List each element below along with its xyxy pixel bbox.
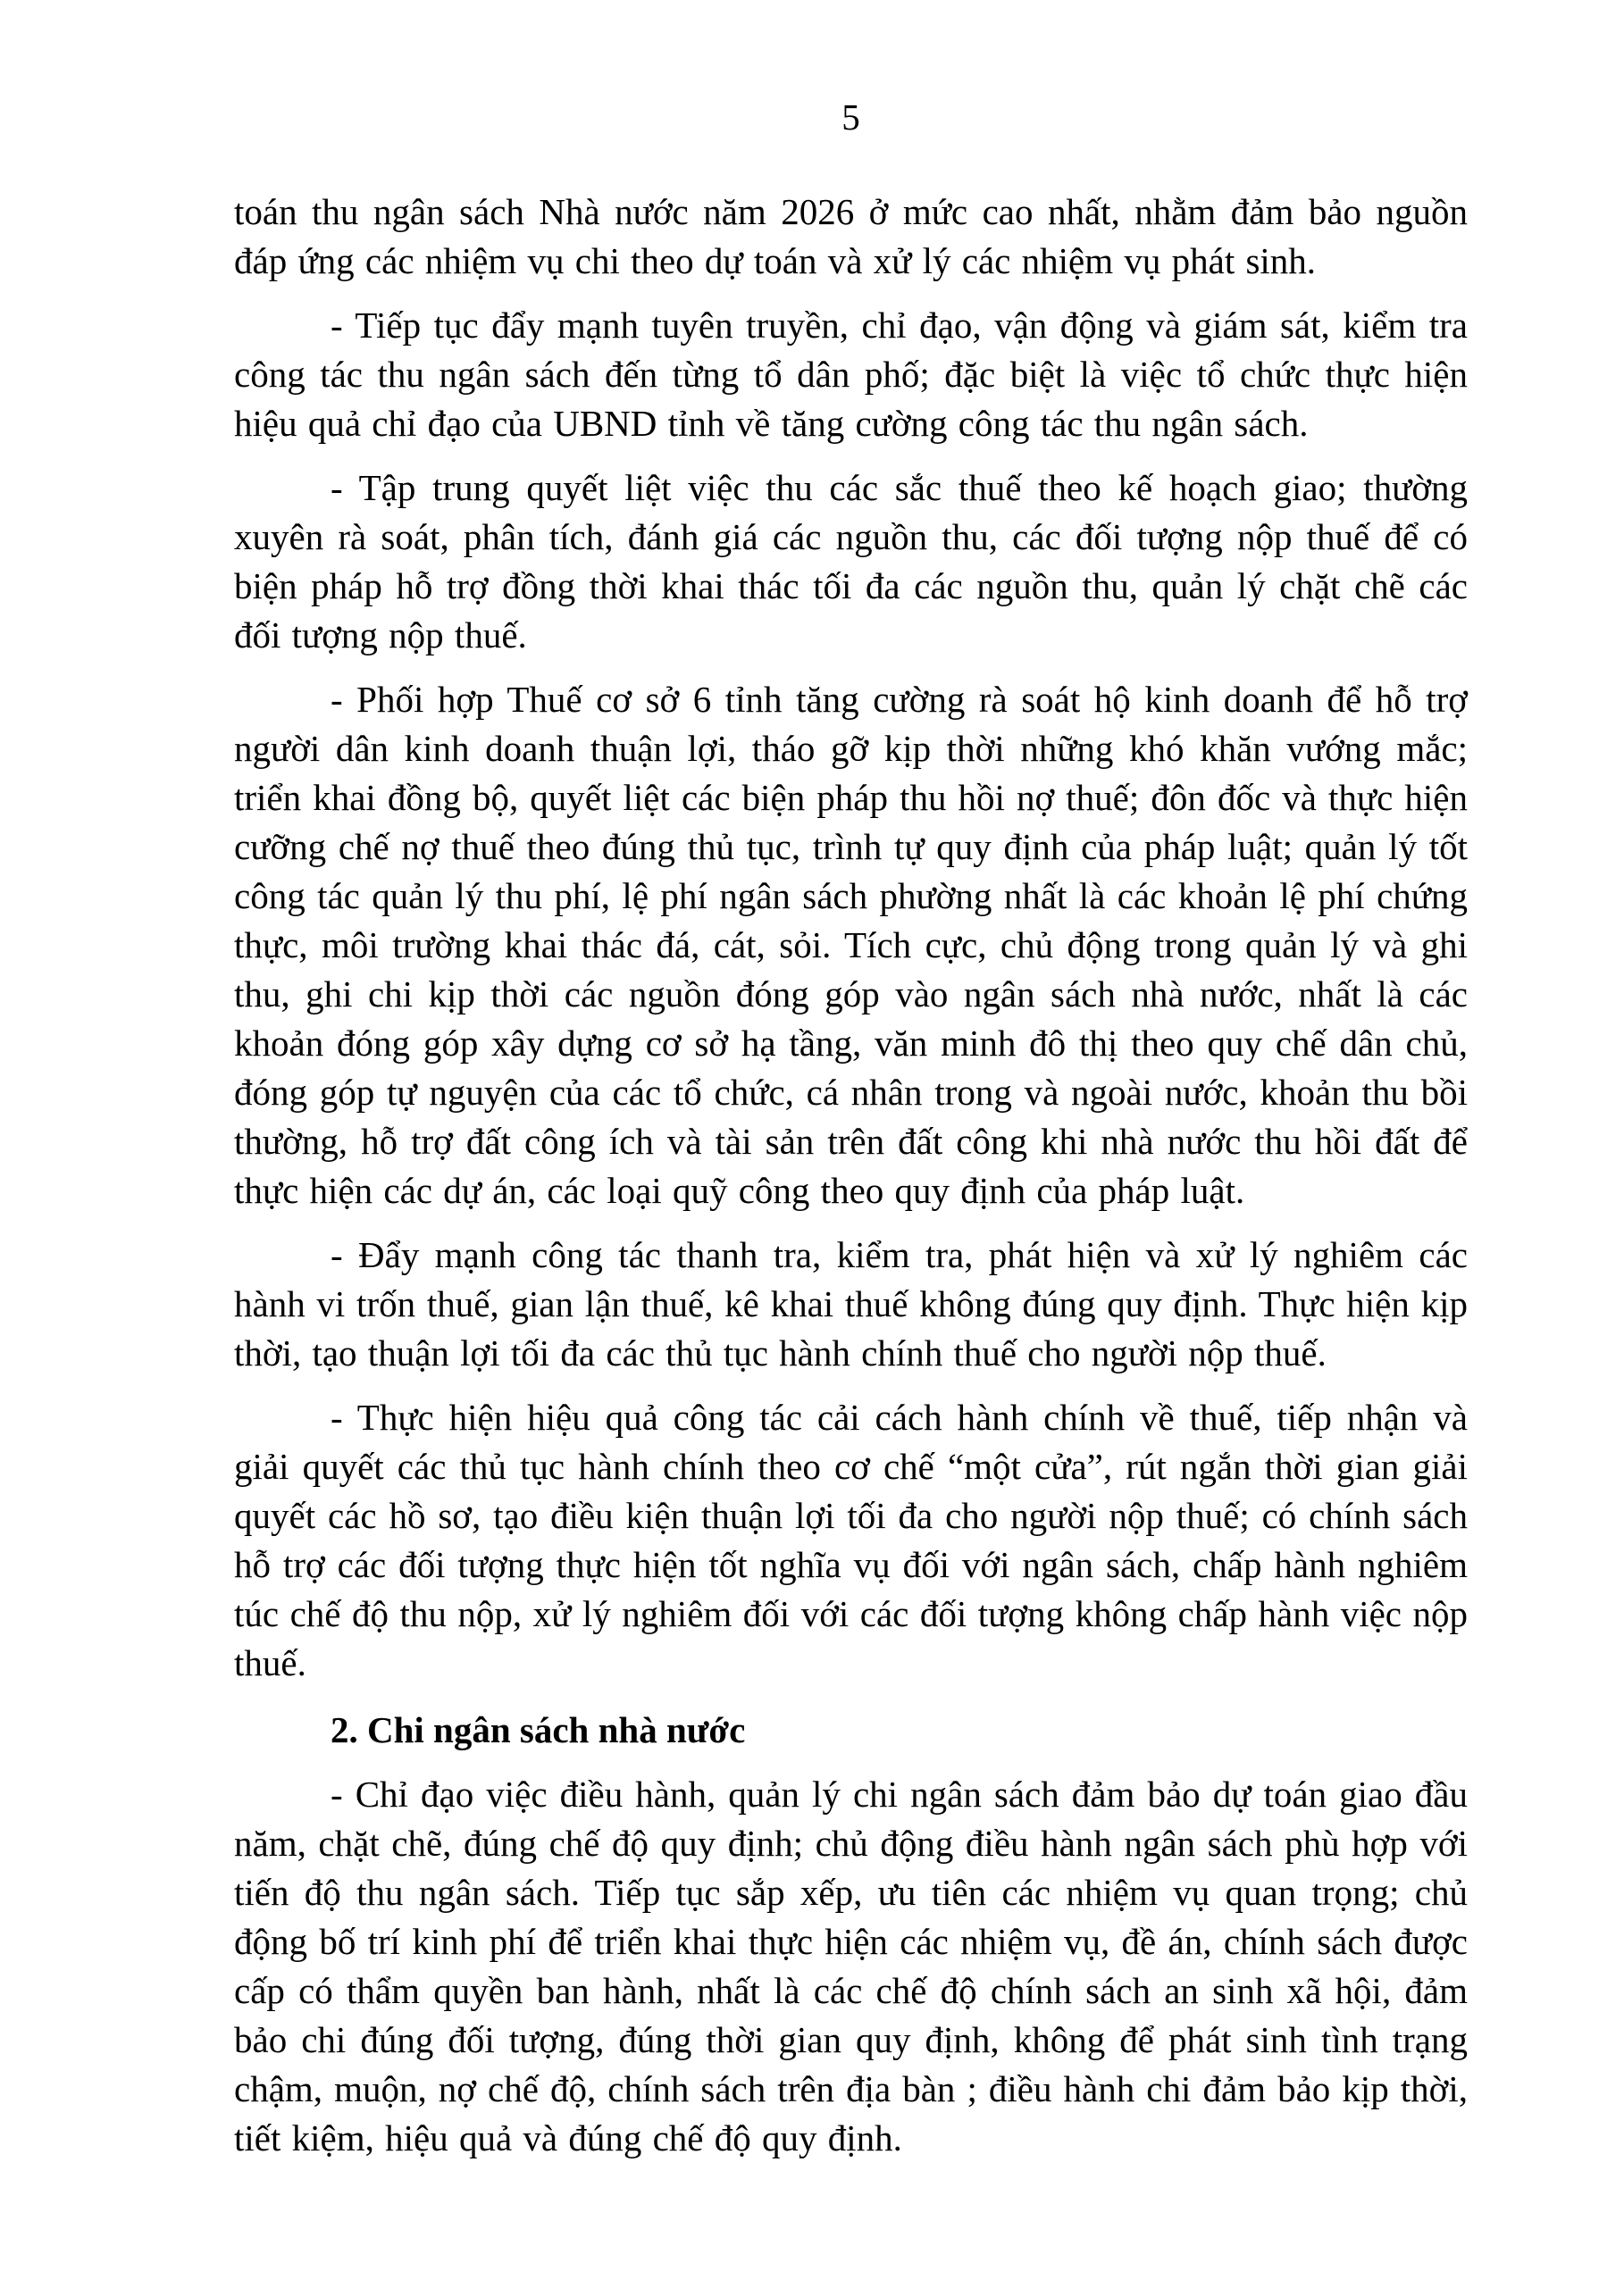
document-body: [234, 188, 1468, 2163]
paragraph: - Phối hợp Thuế cơ sở 6 tỉnh tăng cường rà soát hộ kinh doanh để hỗ trợ người dân kinh doanh thuận lợi, tháo gỡ kịp thời những khó khăn vướng mắc; triển khai đồng bộ, quyết liệt các biện pháp thu hồi nợ thuế; đôn đốc và thực hiện cưỡng chế nợ thuế theo đúng thủ tục, trình tự quy định của pháp luật; quản lý tốt công tác quản lý thu phí, lệ phí ngân sách phường nhất là các khoản lệ phí chứng thực, môi trường khai thác đá, cát, sỏi. Tích cực, chủ động trong quản lý và ghi thu, ghi chi kịp thời các nguồn đóng góp vào ngân sách nhà nước, nhất là các khoản đóng góp xây dựng cơ sở hạ tầng, văn minh đô thị theo quy chế dân chủ, đóng góp tự nguyện của các tổ chức, cá nhân trong và ngoài nước, khoản thu bồi thường, hỗ trợ đất công ích và tài sản trên đất công khi nhà nước thu hồi đất để thực hiện các dự án, các loại quỹ công theo quy định của pháp luật.: [234, 679, 1468, 1211]
paragraph: - Tập trung quyết liệt việc thu các sắc thuế theo kế hoạch giao; thường xuyên rà soát, phân tích, đánh giá các nguồn thu, các đối tượng nộp thuế để có biện pháp hỗ trợ đồng thời khai thác tối đa các nguồn thu, quản lý chặt chẽ các đối tượng nộp thuế.: [234, 467, 1468, 655]
paragraph-continuation: toán thu ngân sách Nhà nước năm 2026 ở mức cao nhất, nhằm đảm bảo nguồn đáp ứng các nhiệm vụ chi theo dự toán và xử lý các nhiệm vụ phát sinh.: [234, 191, 1468, 281]
page-number: 5: [841, 96, 860, 138]
paragraph: - Chỉ đạo việc điều hành, quản lý chi ngân sách đảm bảo dự toán giao đầu năm, chặt chẽ, đúng chế độ quy định; chủ động điều hành ngân sách phù hợp với tiến độ thu ngân sách. Tiếp tục sắp xếp, ưu tiên các nhiệm vụ quan trọng; chủ động bố trí kinh phí để triển khai thực hiện các nhiệm vụ, đề án, chính sách được cấp có thẩm quyền ban hành, nhất là các chế độ chính sách an sinh xã hội, đảm bảo chi đúng đối tượng, đúng thời gian quy định, không để phát sinh tình trạng chậm, muộn, nợ chế độ, chính sách trên địa bàn ; điều hành chi đảm bảo kịp thời, tiết kiệm, hiệu quả và đúng chế độ quy định.: [234, 1774, 1468, 2158]
section-heading: 2. Chi ngân sách nhà nước: [331, 1709, 746, 1750]
paragraph: - Tiếp tục đẩy mạnh tuyên truyền, chỉ đạo, vận động và giám sát, kiểm tra công tác thu ngân sách đến từng tổ dân phố; đặc biệt là việc tổ chức thực hiện hiệu quả chỉ đạo của UBND tỉnh về tăng cường công tác thu ngân sách.: [234, 305, 1468, 444]
paragraph: - Đẩy mạnh công tác thanh tra, kiểm tra, phát hiện và xử lý nghiêm các hành vi trốn thuế, gian lận thuế, kê khai thuế không đúng quy định. Thực hiện kịp thời, tạo thuận lợi tối đa các thủ tục hành chính thuế cho người nộp thuế.: [234, 1234, 1468, 1373]
paragraph: - Thực hiện hiệu quả công tác cải cách hành chính về thuế, tiếp nhận và giải quyết các thủ tục hành chính theo cơ chế “một cửa”, rút ngắn thời gian giải quyết các hồ sơ, tạo điều kiện thuận lợi tối đa cho người nộp thuế; có chính sách hỗ trợ các đối tượng thực hiện tốt nghĩa vụ đối với ngân sách, chấp hành nghiêm túc chế độ thu nộp, xử lý nghiêm đối với các đối tượng không chấp hành việc nộp thuế.: [234, 1397, 1468, 1683]
